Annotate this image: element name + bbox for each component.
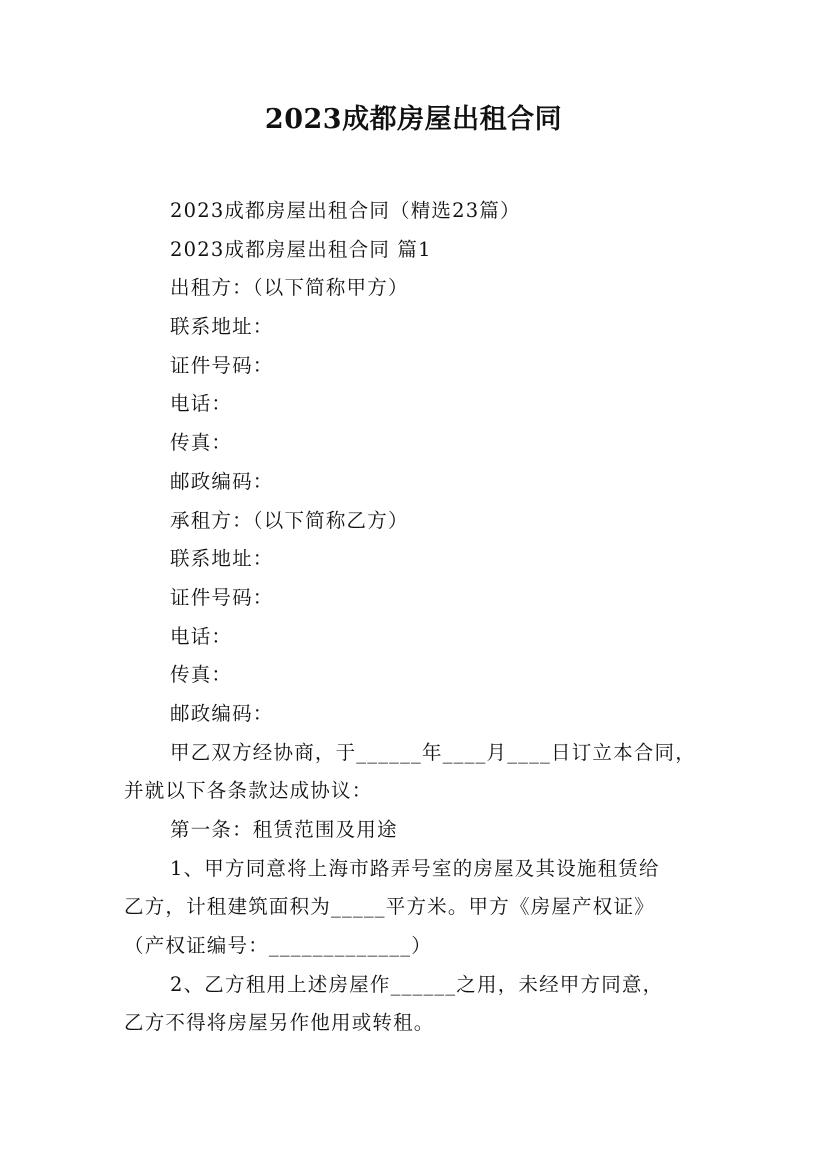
agreement-paragraph-line: 甲乙双方经协商，于______年____月____日订立本合同， bbox=[170, 740, 696, 764]
clause-paragraph-line: 乙方不得将房屋另作他用或转租。 bbox=[124, 1011, 435, 1035]
lessee-postcode: 邮政编码： bbox=[170, 701, 274, 725]
clause-paragraph-line: 2、乙方租用上述房屋作______之用，未经甲方同意， bbox=[170, 972, 664, 996]
lessor-line: 出租方：（以下简称甲方） bbox=[170, 276, 409, 300]
article-heading: 第一条：租赁范围及用途 bbox=[170, 818, 398, 841]
section-heading: 2023成都房屋出租合同 篇1 bbox=[170, 237, 432, 261]
lessee-address: 联系地址： bbox=[170, 547, 274, 571]
clause-paragraph-line: （产权证编号：_____________） bbox=[124, 934, 432, 958]
lessor-phone: 电话： bbox=[170, 392, 233, 416]
clause-paragraph-line: 乙方，计租建筑面积为_____平方米。甲方《房屋产权证》 bbox=[124, 895, 655, 919]
lessor-id-number: 证件号码： bbox=[170, 353, 274, 377]
lessee-line: 承租方：（以下简称乙方） bbox=[170, 508, 409, 532]
clause-paragraph-line: 1、甲方同意将上海市路弄号室的房屋及其设施租赁给 bbox=[170, 856, 660, 880]
document-title: 2023成都房屋出租合同 bbox=[264, 104, 563, 135]
lessor-fax: 传真： bbox=[170, 431, 233, 455]
lessee-id-number: 证件号码： bbox=[170, 585, 274, 609]
lessee-fax: 传真： bbox=[170, 663, 233, 687]
lessee-phone: 电话： bbox=[170, 624, 233, 648]
lessor-address: 联系地址： bbox=[170, 315, 274, 339]
lessor-postcode: 邮政编码： bbox=[170, 469, 274, 493]
document-body bbox=[124, 192, 706, 1043]
agreement-paragraph-line: 并就以下各条款达成协议： bbox=[124, 779, 373, 803]
subtitle-line: 2023成都房屋出租合同（精选23篇） bbox=[170, 199, 521, 222]
